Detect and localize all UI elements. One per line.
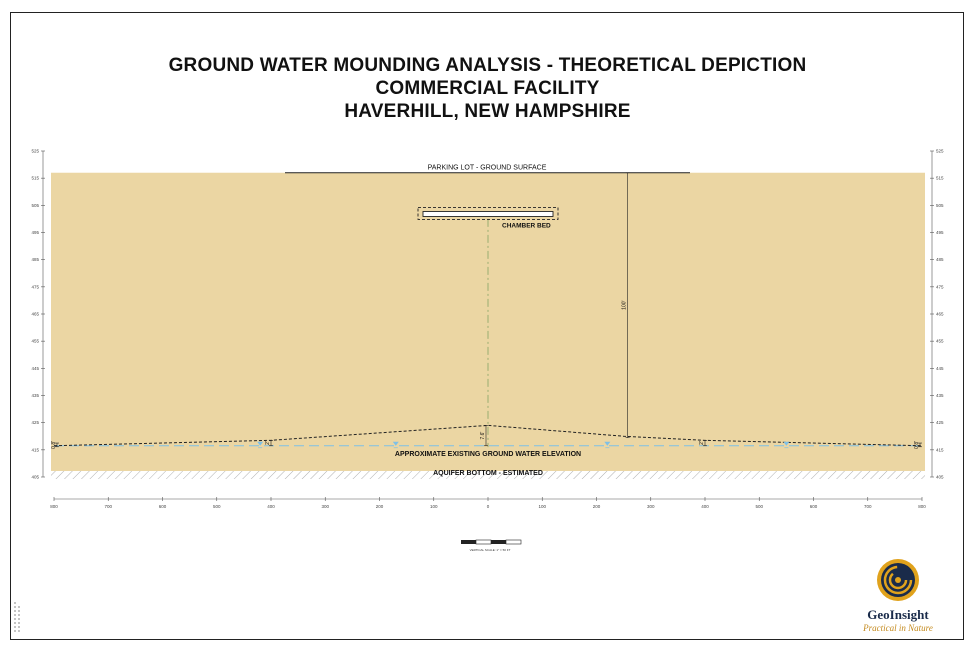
surface-to-water-dimension-label: 100' bbox=[621, 300, 628, 310]
mound-peak-dimension-label: 7.6' bbox=[480, 431, 486, 440]
ground-surface-label: PARKING LOT - GROUND SURFACE bbox=[427, 164, 547, 172]
scale-bar-segment bbox=[476, 540, 491, 544]
distance-tick-label: 800 bbox=[50, 504, 58, 509]
elevation-tick-label: 515 bbox=[31, 175, 39, 181]
elevation-tick-label: 505 bbox=[936, 202, 944, 208]
elevation-tick-label: 405 bbox=[31, 474, 39, 480]
scale-bar bbox=[461, 540, 521, 552]
title-line-2: COMMERCIAL FACILITY bbox=[375, 78, 600, 99]
distance-tick-label: 800 bbox=[918, 504, 926, 509]
elevation-tick-label: 445 bbox=[936, 365, 944, 371]
title-line-3: HAVERHILL, NEW HAMPSHIRE bbox=[344, 101, 631, 122]
distance-axis bbox=[50, 497, 926, 509]
elevation-tick-label: 435 bbox=[936, 393, 944, 398]
scale-bar-segment bbox=[461, 540, 476, 544]
logo-tagline: Practical in Nature bbox=[863, 623, 933, 633]
elevation-tick-label: 475 bbox=[31, 284, 39, 290]
distance-tick-label: 100 bbox=[429, 504, 438, 509]
elevation-tick-label: 515 bbox=[936, 175, 944, 181]
elevation-tick-label: 435 bbox=[31, 393, 39, 398]
elevation-tick-label: 465 bbox=[31, 311, 39, 317]
elevation-tick-label: 495 bbox=[31, 230, 39, 235]
scale-bar-segment bbox=[506, 540, 521, 544]
left-elevation-axis bbox=[31, 149, 45, 480]
elevation-tick-label: 455 bbox=[936, 338, 944, 344]
elevation-tick-label: 425 bbox=[31, 420, 39, 426]
distance-tick-label: 400 bbox=[267, 504, 275, 509]
distance-tick-label: 700 bbox=[863, 504, 872, 509]
distance-tick-label: 700 bbox=[104, 504, 113, 509]
title-line-1: GROUND WATER MOUNDING ANALYSIS - THEORETICAL DEPICTION bbox=[168, 55, 807, 76]
left-mid-dimension-label: 2' bbox=[265, 441, 271, 445]
right-elevation-axis bbox=[930, 149, 944, 480]
distance-tick-label: 300 bbox=[321, 504, 330, 509]
distance-tick-label: 400 bbox=[701, 504, 709, 509]
right-edge-dimension-label: 0.8' bbox=[914, 440, 920, 449]
elevation-tick-label: 455 bbox=[31, 338, 39, 344]
elevation-tick-label: 525 bbox=[31, 148, 39, 154]
elevation-tick-label: 415 bbox=[936, 447, 944, 453]
elevation-tick-label: 475 bbox=[936, 284, 944, 290]
left-edge-dimension-label: 0.8' bbox=[51, 440, 57, 449]
elevation-tick-label: 495 bbox=[936, 230, 944, 235]
sheet-reference-stamp bbox=[12, 600, 22, 636]
chamber-bed-label: CHAMBER BED bbox=[502, 222, 551, 230]
elevation-tick-label: 525 bbox=[936, 148, 944, 154]
distance-tick-label: 0 bbox=[486, 504, 490, 509]
elevation-tick-label: 415 bbox=[31, 447, 39, 453]
elevation-tick-label: 465 bbox=[936, 311, 944, 317]
right-mid-dimension-label: 2' bbox=[699, 441, 705, 445]
groundwater-label: APPROXIMATE EXISTING GROUND WATER ELEVATION bbox=[394, 450, 582, 458]
elevation-tick-label: 445 bbox=[31, 365, 39, 371]
distance-tick-label: 500 bbox=[755, 504, 764, 509]
distance-tick-label: 600 bbox=[158, 504, 167, 509]
elevation-tick-label: 485 bbox=[31, 257, 39, 263]
logo-name: GeoInsight bbox=[867, 607, 929, 622]
elevation-tick-label: 405 bbox=[936, 474, 944, 480]
geoinsight-logo-mark bbox=[852, 557, 944, 607]
chamber-bed bbox=[423, 211, 553, 216]
scale-bar-label: VERTICAL SCALE: 1" = 50 FT bbox=[469, 548, 511, 552]
elevation-tick-label: 505 bbox=[31, 202, 39, 208]
distance-tick-label: 200 bbox=[375, 504, 384, 509]
elevation-tick-label: 425 bbox=[936, 420, 944, 426]
aquifer-bottom-label: AQUIFER BOTTOM - ESTIMATED bbox=[433, 470, 543, 477]
elevation-tick-label: 485 bbox=[936, 257, 944, 263]
distance-tick-label: 600 bbox=[809, 504, 818, 509]
geoinsight-logo bbox=[852, 557, 944, 637]
distance-tick-label: 500 bbox=[212, 504, 221, 509]
scale-bar-segment bbox=[491, 540, 506, 544]
distance-tick-label: 100 bbox=[538, 504, 547, 509]
distance-tick-label: 300 bbox=[646, 504, 655, 509]
distance-tick-label: 200 bbox=[592, 504, 601, 509]
